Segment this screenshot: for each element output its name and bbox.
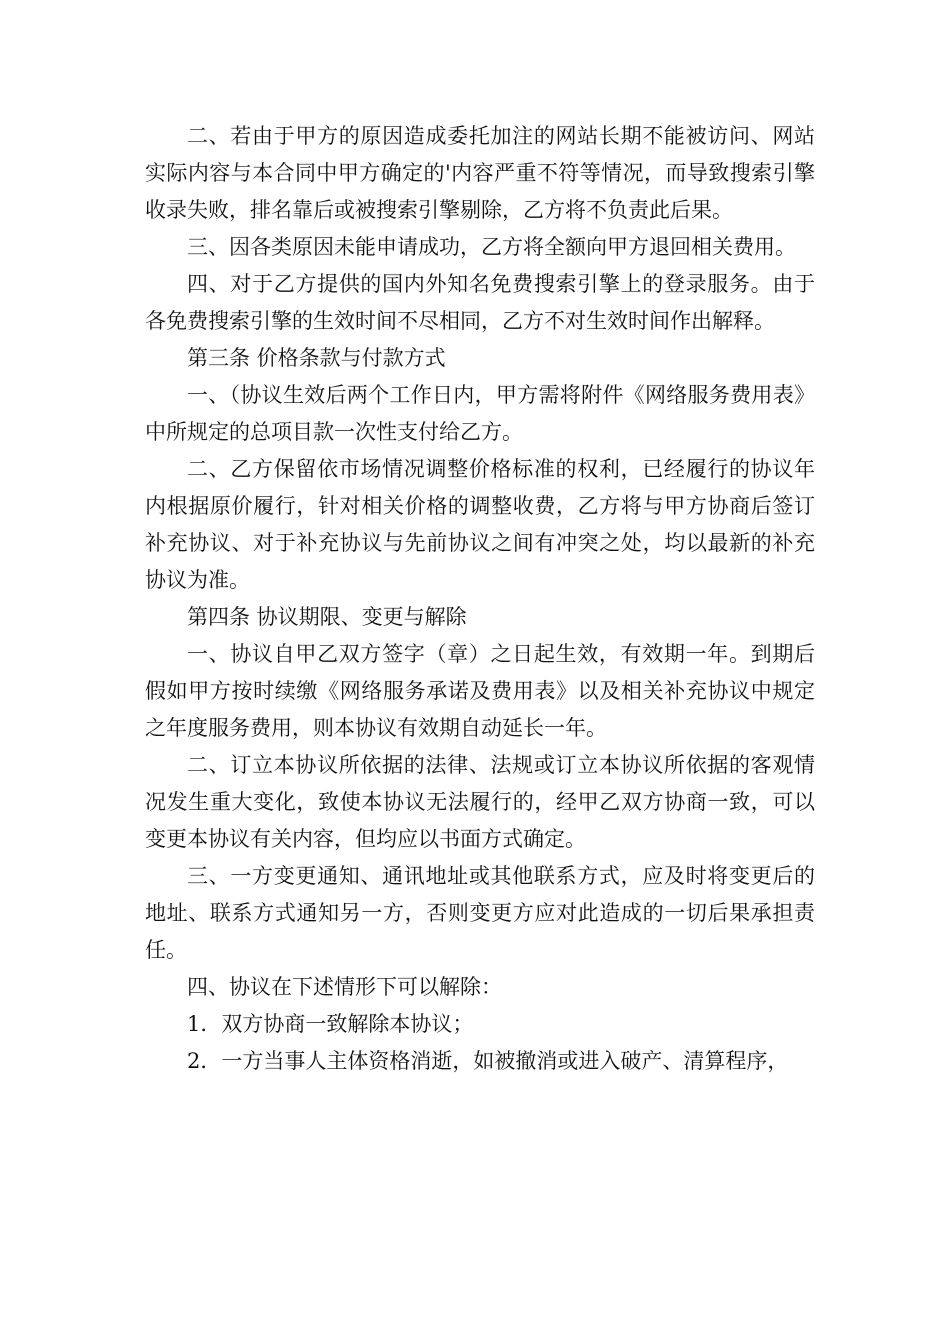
paragraph-clause-4-1: 一、协议自甲乙双方签字（章）之日起生效，有效期一年。到期后假如甲方按时续缴《网络服务承诺及费用表》以及相关补充协议中规定之年度服务费用，则本协议有效期自动延长一年。 bbox=[145, 642, 815, 740]
list-item-termination-1: 1．双方协商一致解除本协议； bbox=[187, 1012, 474, 1036]
paragraph-clause-2-4: 四、对于乙方提供的国内外知名免费搜索引擎上的登录服务。由于各免费搜索引擎的生效时间不尽相同，乙方不对生效时间作出解释。 bbox=[145, 272, 815, 333]
list-item-termination-2: 2．一方当事人主体资格消逝，如被撤消或进入破产、清算程序， bbox=[187, 1049, 789, 1073]
paragraph-clause-2-2: 二、若由于甲方的原因造成委托加注的网站长期不能被访问、网站实际内容与本合同中甲方确定的'内容严重不符等情况，而导致搜索引擎收录失败，排名靠后或被搜索引擎剔除，乙方将不负责此后果。 bbox=[145, 124, 815, 222]
section-heading-article-3: 第三条 价格条款与付款方式 bbox=[187, 346, 446, 370]
paragraph-clause-4-4: 四、协议在下述情形下可以解除： bbox=[187, 975, 502, 999]
paragraph-clause-4-3: 三、一方变更通知、通讯地址或其他联系方式，应及时将变更后的地址、联系方式通知另一方，否则变更方应对此造成的一切后果承担责任。 bbox=[145, 864, 815, 962]
section-heading-article-4: 第四条 协议期限、变更与解除 bbox=[187, 605, 467, 629]
paragraph-clause-4-2: 二、订立本协议所依据的法律、法规或订立本协议所依据的客观情况发生重大变化，致使本协议无法履行的，经甲乙双方协商一致，可以变更本协议有关内容，但均应以书面方式确定。 bbox=[145, 753, 815, 851]
paragraph-clause-2-3: 三、因各类原因未能申请成功，乙方将全额向甲方退回相关费用。 bbox=[187, 235, 796, 259]
paragraph-clause-3-2: 二、乙方保留依市场情况调整价格标准的权利，已经履行的协议年内根据原价履行，针对相关价格的调整收费，乙方将与甲方协商后签订补充协议、对于补充协议与先前协议之间有冲突之处，均以最新的补充协议为准。 bbox=[145, 457, 815, 592]
document-body bbox=[145, 118, 815, 1080]
paragraph-clause-3-1: 一、（协议生效后两个工作日内，甲方需将附件《网络服务费用表》中所规定的总项目款一次性支付给乙方。 bbox=[145, 383, 815, 444]
